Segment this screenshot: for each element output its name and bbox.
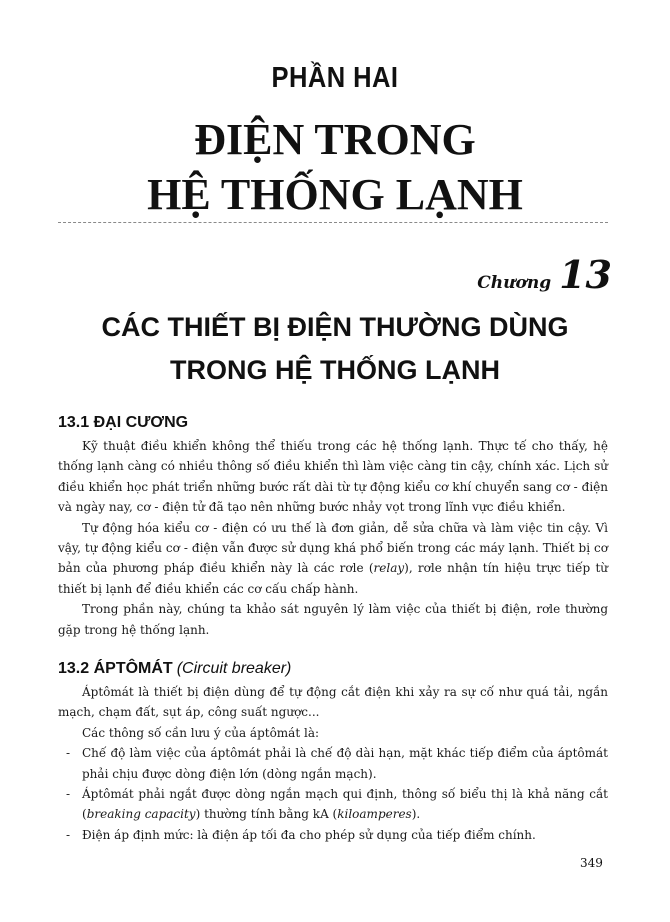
- paragraph: Áptômát là thiết bị điện dùng để tự động cắt điện khi xảy ra sự cố như quá tải, ngắn mạch, chạm đất, sụt áp, công suất ngược...: [58, 685, 608, 720]
- bullet-text-a: Áptômát phải ngắt được dòng ngắn mạch qui định, thông số biểu thị là khả năng cắt (: [82, 787, 608, 822]
- section-body-13-2: [58, 682, 608, 845]
- paragraph: Các thông số cần lưu ý của áptômát là:: [82, 725, 320, 740]
- paragraph-text-a: Tự động hóa kiểu cơ - điện có ưu thế là đơn giản, dễ sửa chữa và làm việc tin cậy. Vì vậy, tự động kiểu cơ - điện vẫn được sử dụng khá phổ biến trong các máy lạnh. Thiết bị cơ bản của phương pháp điều khiển này là các rơle (: [58, 520, 608, 576]
- term-breaking-capacity: breaking capacity: [86, 807, 196, 822]
- bullet-list: [58, 743, 608, 845]
- paragraph: Trong phần này, chúng ta khảo sát nguyên lý làm việc của thiết bị điện, rơle thường gặp trong hệ thống lạnh.: [58, 602, 608, 637]
- section-body-13-1: [58, 436, 608, 640]
- chapter-number: 13: [559, 252, 612, 297]
- term-relay: relay: [373, 561, 405, 576]
- part-title-line-2: HỆ THỐNG LẠNH: [147, 170, 523, 219]
- section-heading-subtitle: (Circuit breaker): [176, 660, 292, 677]
- bullet-item: - Chế độ làm việc của áptômát phải là chế độ dài hạn, mặt khác tiếp điểm của áptômát phải chịu được dòng điện lớn (dòng ngắn mạch).: [58, 743, 608, 784]
- term-kiloamperes: kiloamperes: [337, 807, 412, 822]
- section-heading-text: 13.2 ÁPTÔMÁT: [58, 660, 173, 677]
- paragraph-text-b: ), rơle nhận tín hiệu trực tiếp từ thiết bị lạnh để điều khiển các cơ cấu chấp hành.: [58, 561, 608, 596]
- bullet-item: [58, 784, 608, 825]
- part-label: PHẦN HAI: [271, 62, 399, 94]
- horizontal-rule: [58, 222, 608, 223]
- chapter-title-line-1: CÁC THIẾT BỊ ĐIỆN THƯỜNG DÙNG: [101, 312, 569, 342]
- bullet-text-c: ).: [411, 807, 421, 822]
- section-heading-13-2: [58, 660, 291, 678]
- section-heading-text: 13.1 ĐẠI CƯƠNG: [58, 414, 189, 431]
- section-heading-13-1: [58, 414, 188, 432]
- part-title-line-1: ĐIỆN TRONG: [194, 115, 476, 164]
- chapter-label: [477, 252, 612, 297]
- paragraph: Kỹ thuật điều khiển không thể thiếu trong các hệ thống lạnh. Thực tế cho thấy, hệ thống lạnh càng có nhiều thông số điều khiển thì làm việc càng tin cậy, chính xác. Lịch sử điều khiển học phát triển những bước rất dài từ tự động kiểu cơ khí chuyển sang cơ - điện và ngày nay, cơ - điện tử đã tạo nên những bước nhảy vọt trong lĩnh vực điều khiển.: [58, 439, 608, 515]
- paragraph: [58, 518, 608, 600]
- chapter-word: Chương: [477, 273, 552, 293]
- bullet-item: - Điện áp định mức: là điện áp tối đa cho phép sử dụng của tiếp điểm chính.: [58, 825, 608, 845]
- bullet-text-b: ) thường tính bằng kA (: [195, 807, 338, 822]
- chapter-title-line-2: TRONG HỆ THỐNG LẠNH: [170, 355, 500, 385]
- page-number: 349: [580, 856, 603, 870]
